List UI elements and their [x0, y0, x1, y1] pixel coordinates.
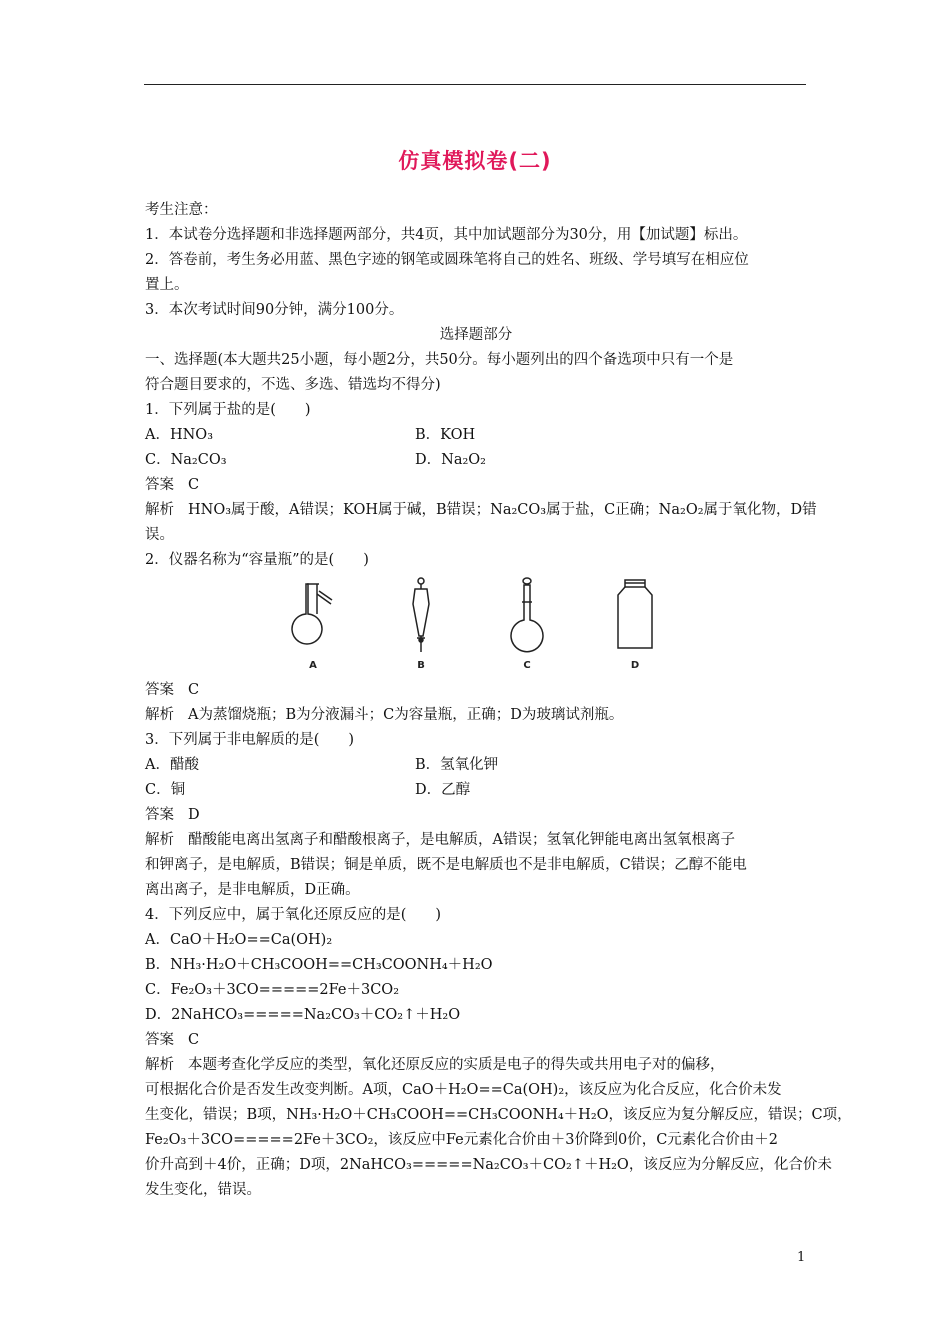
q3-analysis-label: 解析: [145, 832, 174, 848]
q4-option-d: D．2NaHCO₃=====Na₂CO₃＋CO₂↑＋H₂O: [145, 1007, 461, 1023]
q3-stem: 3．下列属于非电解质的是( ): [145, 732, 355, 748]
q2-analysis-text-1: A为蒸馏烧瓶；B为分液漏斗；C为容量瓶，正确；D为玻璃试剂瓶。: [188, 707, 624, 723]
q1-answer-value: C: [188, 477, 200, 493]
q3-option-c: C．铜: [145, 782, 186, 798]
notice-item-2-line-1: 2．答卷前，考生务必用蓝、黑色字迹的钢笔或圆珠笔将自己的姓名、班级、学号填写在相应位: [145, 252, 749, 268]
q1-option-c: C．Na₂CO₃: [145, 452, 227, 468]
q1-analysis-text-1: HNO₃属于酸，A错误；KOH属于碱，B错误；Na₂CO₃属于盐，C正确；Na₂O₂属于氧化物，D错: [188, 502, 817, 518]
q3-option-d: D．乙醇: [415, 782, 471, 798]
q3-answer-value: D: [188, 807, 200, 823]
volumetric-flask-icon: [511, 578, 543, 652]
instructions-line-2: 符合题目要求的，不选、多选、错选均不得分): [145, 377, 441, 393]
q3-option-b: B．氢氧化钾: [415, 757, 499, 773]
q4-analysis-line-5: 价升高到＋4价，正确；D项，2NaHCO₃=====Na₂CO₃＋CO₂↑＋H₂O，该反应为分解反应，化合价未: [145, 1157, 832, 1173]
notice-heading: 考生注意：: [145, 202, 218, 218]
q2-answer: [145, 678, 807, 703]
q1-answer: [145, 473, 807, 498]
q1-options-row-1: [145, 423, 807, 448]
q3-options-row-2: [145, 778, 807, 803]
q3-analysis-text-1: 醋酸能电离出氢离子和醋酸根离子，是电解质，A错误；氢氧化钾能电离出氢氧根离子: [188, 832, 735, 848]
instructions-line-1: 一、选择题(本大题共25小题，每小题2分，共50分。每小题列出的四个备选项中只有一个是: [145, 352, 734, 368]
q1-option-a: A．HNO₃: [145, 427, 214, 443]
q4-answer-value: C: [188, 1032, 200, 1048]
q1-options-row-2: [145, 448, 807, 473]
header-rule: [144, 84, 806, 85]
q4-answer-label: 答案: [145, 1032, 174, 1048]
q3-answer-label: 答案: [145, 807, 174, 823]
q1-answer-label: 答案: [145, 477, 174, 493]
q4-analysis-line-2: 可根据化合价是否发生改变判断。A项，CaO＋H₂O==Ca(OH)₂，该反应为化合反应，化合价未发: [145, 1082, 782, 1098]
q4-option-c: C．Fe₂O₃＋3CO=====2Fe＋3CO₂: [145, 982, 400, 998]
notice-item-3: 3．本次考试时间90分钟，满分100分。: [145, 302, 404, 318]
separatory-funnel-icon: [413, 578, 429, 652]
q4-stem: 4．下列反应中，属于氧化还原反应的是( ): [145, 907, 442, 923]
figure-label-b: B: [417, 660, 425, 671]
q4-answer: [145, 1028, 807, 1053]
page-title: 仿真模拟卷(二): [398, 149, 552, 173]
q4-analysis-line-6: 发生变化，错误。: [145, 1182, 261, 1198]
figure-label-a: A: [309, 660, 317, 671]
q3-options-row-1: [145, 753, 807, 778]
q2-answer-value: C: [188, 682, 200, 698]
q4-option-b: B．NH₃·H₂O＋CH₃COOH==CH₃COONH₄＋H₂O: [145, 957, 493, 973]
q4-option-a: A．CaO＋H₂O==Ca(OH)₂: [145, 932, 333, 948]
q3-analysis-line-3: 离出离子，是非电解质，D正确。: [145, 882, 360, 898]
reagent-bottle-icon: [618, 580, 652, 648]
q4-analysis-label: 解析: [145, 1057, 174, 1073]
q3-answer: [145, 803, 807, 828]
document-body: [145, 198, 852, 1203]
q2-apparatus-figure: [145, 576, 807, 676]
q1-option-b: B．KOH: [415, 427, 476, 443]
q2-answer-label: 答案: [145, 682, 174, 698]
notice-item-2-line-2: 置上。: [145, 277, 189, 293]
q4-analysis-line-3: 生变化，错误；B项，NH₃·H₂O＋CH₃COOH==CH₃COONH₄＋H₂O，该反应为复分解反应，错误；C项，: [145, 1107, 852, 1123]
q1-analysis-line-2: 误。: [145, 527, 174, 543]
figure-label-c: C: [523, 660, 531, 671]
q2-stem: 2．仪器名称为“容量瓶”的是( ): [145, 552, 369, 568]
q3-analysis-line-1: [145, 828, 807, 853]
q1-stem: 1．下列属于盐的是( ): [145, 402, 311, 418]
apparatus-drawing: [145, 576, 807, 676]
q3-analysis-line-2: 和钾离子，是电解质，B错误；铜是单质，既不是电解质也不是非电解质，C错误；乙醇不能电: [145, 857, 747, 873]
notice-item-1: 1．本试卷分选择题和非选择题两部分，共4页，其中加试题部分为30分，用【加试题】标出。: [145, 227, 748, 243]
figure-label-d: D: [630, 660, 640, 671]
q1-analysis-label: 解析: [145, 502, 174, 518]
page-number: 1: [797, 1250, 806, 1265]
distillation-flask-icon: [292, 584, 332, 644]
q2-analysis-label: 解析: [145, 707, 174, 723]
section-title: 选择题部分: [439, 327, 513, 343]
q2-analysis-line-1: [145, 703, 807, 728]
q1-option-d: D．Na₂O₂: [415, 452, 486, 468]
q3-option-a: A．醋酸: [145, 757, 199, 773]
q4-analysis-line-4: Fe₂O₃＋3CO=====2Fe＋3CO₂，该反应中Fe元素化合价由＋3价降到0价，C元素化合价由＋2: [145, 1132, 779, 1148]
q1-analysis-line-1: [145, 498, 817, 523]
q4-analysis-text-1: 本题考查化学反应的类型，氧化还原反应的实质是电子的得失或共用电子对的偏移，: [188, 1057, 725, 1073]
q4-analysis-line-1: [145, 1053, 807, 1078]
